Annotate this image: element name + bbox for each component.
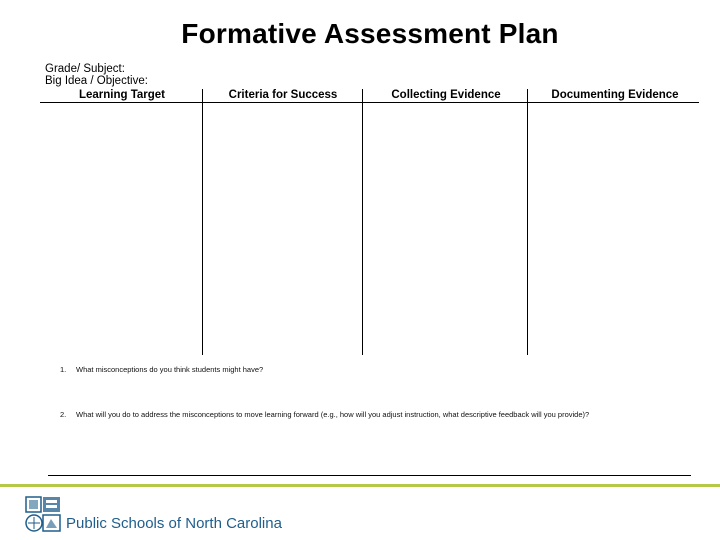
question-text: What misconceptions do you think students might have? [76,365,264,374]
state-seal-icon [23,494,63,534]
page-title: Formative Assessment Plan [181,18,559,49]
column-divider [362,89,363,355]
table-header-rule [40,102,699,103]
big-idea-label: Big Idea / Objective: [45,75,148,87]
column-header-collecting: Collecting Evidence [391,89,501,101]
question-text: What will you do to address the misconceptions to move learning forward (e.g., how will you adjust instruction, what descriptive feedback will you provide)? [76,410,590,419]
organization-name: Public Schools of North Carolina [66,515,282,532]
grade-subject-label: Grade/ Subject: [45,63,125,75]
column-header-criteria: Criteria for Success [228,89,338,101]
column-header-learning-target: Learning Target [78,89,166,101]
question-item [60,410,589,419]
question-item [60,365,263,374]
footer-rule [48,475,691,476]
column-divider [527,89,528,355]
question-number: 1. [60,365,67,374]
accent-bar [0,484,720,487]
column-header-documenting: Documenting Evidence [551,89,679,101]
question-number: 2. [60,410,67,419]
column-divider [202,89,203,355]
